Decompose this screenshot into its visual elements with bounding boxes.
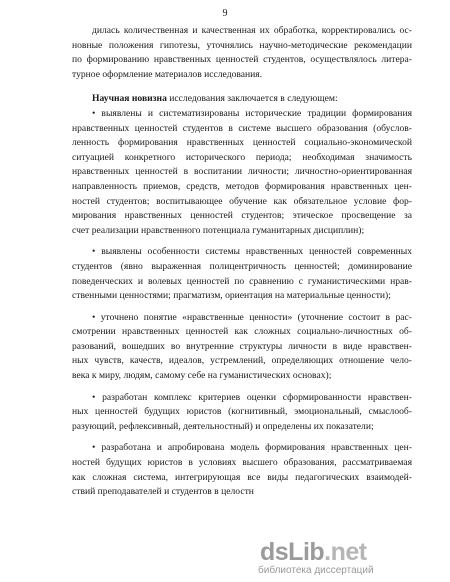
text-line: ленность формирования нравственных ценностей социально-экономической xyxy=(72,137,412,149)
text-line: разующий, рефлексивный, деятельностный) и определены их показатели; xyxy=(72,420,374,432)
text-line: смотрении нравственных ценностей как сложных социально-личностных об- xyxy=(72,326,412,338)
text-line: • разработана и апробирована модель формирования нравственных цен- xyxy=(92,442,412,454)
bullet-item-2 xyxy=(72,245,412,303)
text-line: дилась количественная и качественная их обработка, корректировались ос- xyxy=(92,25,412,36)
text-line: мирования нравственных ценностей студентов; этическое просвещение за xyxy=(72,210,412,222)
novelty-rest: исследования заключается в следующем: xyxy=(166,93,338,105)
text-line: ных чувств, качеств, идеалов, устремлений, определяющих отношение чело- xyxy=(72,355,412,367)
text-line: • выявлены особенности системы нравственных ценностей современных xyxy=(92,246,412,258)
text-line: ных ценностей будущих юристов (когнитивный, эмоциональный, смыслооб- xyxy=(72,406,412,418)
dslib-watermark xyxy=(252,536,442,576)
watermark-subtitle: библиотека диссертаций xyxy=(258,565,374,576)
text-line: направленность приемов, средств, методов формирования нравственных цен- xyxy=(72,180,412,192)
text-line: ностей студентов; воспитывающее обучение как обязательное условие фор- xyxy=(72,195,412,207)
text-line: ностей будущих юристов в условиях высшего образования, рассматриваемая xyxy=(72,457,412,469)
text-line: как сложная система, интегрирующая все виды педагогических взаимодей- xyxy=(72,471,412,483)
page-number: 9 xyxy=(222,8,228,19)
text-line: • уточнено понятие «нравственные ценности» (уточнение состоит в рас- xyxy=(92,311,412,323)
text-line: века к миру, людям, самому себе на гуманистических основах); xyxy=(72,370,332,382)
dslib-logo: dsLib.net xyxy=(260,538,367,566)
text-line: турное оформление материалов исследования. xyxy=(72,68,263,80)
bullet-item-1 xyxy=(72,107,412,238)
bullet-item-3 xyxy=(72,311,412,384)
text-line: счет реализации нравственного потенциала гуманитарных дисциплин); xyxy=(72,224,365,236)
text-line: разований, вошедших во внутренние структуры личности в виде нравствен- xyxy=(72,340,412,352)
bullet-item-5 xyxy=(72,441,412,499)
text-line: • разработан комплекс критериев оценки сформированности нравствен- xyxy=(92,391,412,403)
text-line: нравственных ценностей студентов в системе высшего образования (обуслов- xyxy=(72,122,412,134)
novelty-label: Научная новизна xyxy=(92,93,167,105)
text-line: • выявлены и систематизированы исторические традиции формирования xyxy=(92,107,412,119)
text-line: поведенческих и волевых ценностей по сравнению с гуманистическими нрав- xyxy=(72,275,412,287)
text-line: студентов (явно выраженная полицентричность ценностей; доминирование xyxy=(72,260,412,272)
text-line: новные положения гипотезы, уточнялись научно-методические рекомендации xyxy=(72,39,412,51)
text-line: нравственных ценностей в воспитании личности; личностно-ориентированная xyxy=(72,166,412,178)
text-line: ственными ценностями; прагматизм, ориентация на материальные ценности); xyxy=(72,290,391,302)
document-body xyxy=(72,24,412,500)
text-line: по формированию нравственных ценностей студентов, осуществлялось литера- xyxy=(72,54,412,66)
bullet-item-4 xyxy=(72,391,412,435)
novelty-heading xyxy=(72,92,412,107)
text-line: ситуацией конкретного исторического периода; необходимая значимость xyxy=(72,151,412,163)
text-line: ствий преподавателей и студентов в целостн xyxy=(72,486,254,498)
intro-paragraph xyxy=(72,24,412,82)
